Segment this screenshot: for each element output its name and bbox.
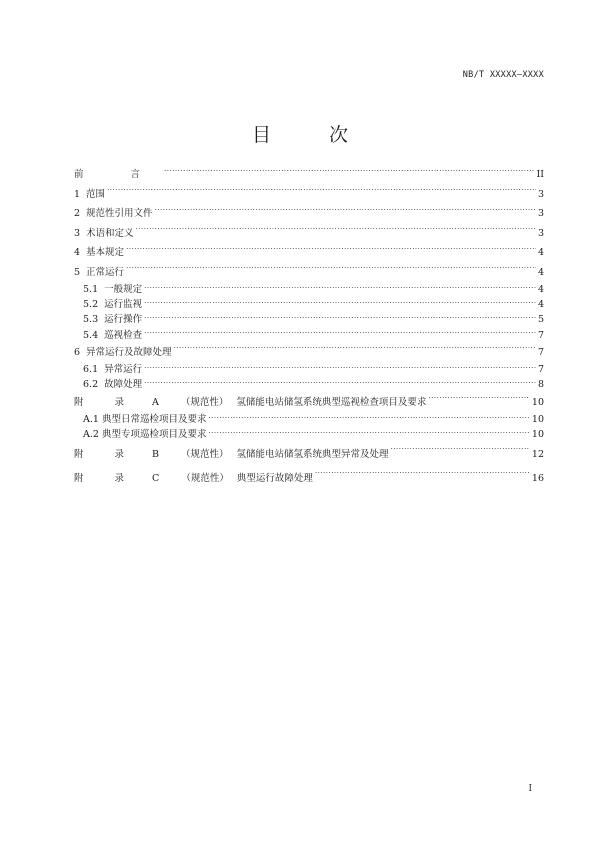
toc-entry-page: 4: [537, 266, 544, 278]
toc-entry-label: 故障处理: [104, 379, 143, 391]
toc-entry-appendix-a[interactable]: [74, 393, 544, 413]
toc-entry-page: II: [536, 169, 544, 180]
toc-entry-number: A.1: [83, 414, 99, 426]
toc-entry-label: 一般规定: [104, 284, 143, 295]
toc-entry-5[interactable]: [74, 263, 544, 283]
dot-leader: [208, 413, 529, 423]
toc-entry-number: 4: [74, 247, 81, 258]
dot-leader: [136, 226, 536, 236]
toc-entry-label: 典型日常巡检项目及要求: [101, 414, 207, 426]
appendix-title: 典型运行故障处理: [236, 472, 313, 484]
toc-entry-number: 2: [74, 208, 81, 219]
appendix-letter: B: [152, 448, 160, 460]
toc-entry-page: 3: [537, 188, 544, 200]
toc-entry-number: 6.2: [83, 379, 99, 391]
toc-entry-page: 12: [531, 448, 544, 460]
appendix-prefix: 附 录: [74, 396, 139, 408]
dot-leader: [315, 471, 530, 481]
toc-entry-number: 6.1: [83, 364, 99, 376]
dot-leader: [144, 313, 536, 323]
toc-entry-number: 1: [74, 188, 81, 200]
appendix-letter: A: [152, 396, 159, 408]
dot-leader: [144, 378, 536, 388]
dot-leader: [126, 265, 536, 275]
toc-entry-appendix-c[interactable]: [74, 467, 544, 491]
toc-entry-page: 3: [537, 208, 544, 219]
page-title: 目 次: [251, 124, 375, 146]
document-code: NB/T XXXXX—XXXX: [462, 70, 544, 80]
appendix-type: （规范性）: [181, 448, 229, 460]
toc-entry-1[interactable]: [74, 185, 544, 205]
toc-entry-appendix-b[interactable]: [74, 443, 544, 467]
toc-entry-page: 4: [537, 284, 544, 295]
dot-leader: [144, 298, 536, 308]
toc-entry-label: 规范性引用文件: [86, 208, 153, 219]
dot-leader: [155, 207, 536, 217]
toc-entry-number: 5: [74, 266, 81, 278]
table-of-contents: [74, 165, 544, 491]
appendix-prefix: 附 录: [74, 448, 139, 460]
toc-entry-label: 基本规定: [86, 247, 125, 258]
toc-entry-number: 6: [74, 346, 81, 358]
toc-entry-page: 7: [537, 329, 544, 341]
toc-entry-label: 运行操作: [104, 314, 143, 326]
toc-entry-5-4[interactable]: [74, 328, 544, 343]
appendix-type: （规范性）: [181, 472, 229, 484]
appendix-type: （规范性）: [180, 396, 229, 408]
toc-entry-page: 10: [531, 396, 544, 408]
dot-leader: [144, 328, 536, 338]
toc-entry-label: 异常运行: [104, 364, 143, 376]
page-number: I: [528, 784, 532, 794]
dot-leader: [126, 246, 536, 256]
toc-entry-preface[interactable]: [74, 165, 544, 185]
toc-entry-label: 典型专项巡检项目及要求: [101, 429, 207, 441]
toc-entry-a-2[interactable]: [74, 427, 544, 442]
appendix-title: 氢储能电站储氢系统典型异常及处理: [236, 448, 389, 460]
toc-entry-page: 10: [531, 414, 544, 426]
toc-entry-5-1[interactable]: [74, 282, 544, 297]
toc-entry-page: 7: [537, 364, 544, 376]
dot-leader: [107, 187, 536, 197]
toc-entry-6[interactable]: [74, 343, 544, 363]
toc-entry-number: 5.4: [83, 329, 99, 341]
appendix-prefix: 附 录: [74, 472, 139, 484]
toc-entry-page: 8: [537, 379, 544, 391]
appendix-heading: [74, 393, 426, 413]
toc-entry-number: 5.3: [83, 314, 99, 326]
toc-entry-number: 5.2: [83, 299, 99, 311]
toc-entry-page: 3: [537, 227, 544, 239]
toc-entry-page: 4: [537, 299, 544, 311]
toc-entry-label: 正常运行: [86, 266, 125, 278]
toc-entry-page: 16: [531, 472, 544, 484]
toc-entry-a-1[interactable]: [74, 412, 544, 427]
toc-entry-6-1[interactable]: [74, 362, 544, 377]
dot-leader: [208, 428, 529, 438]
toc-entry-4[interactable]: [74, 243, 544, 263]
toc-entry-5-2[interactable]: [74, 297, 544, 312]
toc-entry-label: 异常运行及故障处理: [86, 346, 172, 358]
toc-entry-number: 5.1: [83, 284, 99, 295]
appendix-heading: [74, 443, 389, 467]
toc-entry-2[interactable]: [74, 204, 544, 224]
toc-entry-number: 3: [74, 227, 81, 239]
dot-leader: [391, 447, 530, 457]
dot-leader: [144, 283, 536, 293]
dot-leader: [428, 395, 529, 405]
appendix-heading: [74, 467, 313, 491]
toc-entry-number: A.2: [83, 429, 99, 441]
toc-entry-5-3[interactable]: [74, 312, 544, 327]
toc-entry-6-2[interactable]: [74, 377, 544, 392]
toc-entry-page: 4: [537, 247, 544, 258]
toc-entry-page: 5: [537, 314, 544, 326]
toc-entry-page: 10: [531, 429, 544, 441]
toc-entry-label: 范围: [86, 188, 106, 200]
toc-entry-label: 前 言: [74, 169, 163, 180]
dot-leader: [144, 363, 536, 373]
toc-entry-3[interactable]: [74, 224, 544, 244]
toc-entry-label: 巡视检查: [104, 329, 143, 341]
toc-entry-label: 运行监视: [104, 299, 143, 311]
appendix-letter: C: [152, 472, 160, 484]
dot-leader: [164, 168, 534, 178]
toc-entry-label: 术语和定义: [86, 227, 134, 239]
appendix-title: 氢储能电站储氢系统典型巡视检查项目及要求: [236, 396, 427, 408]
dot-leader: [174, 345, 536, 355]
toc-entry-page: 7: [537, 346, 544, 358]
